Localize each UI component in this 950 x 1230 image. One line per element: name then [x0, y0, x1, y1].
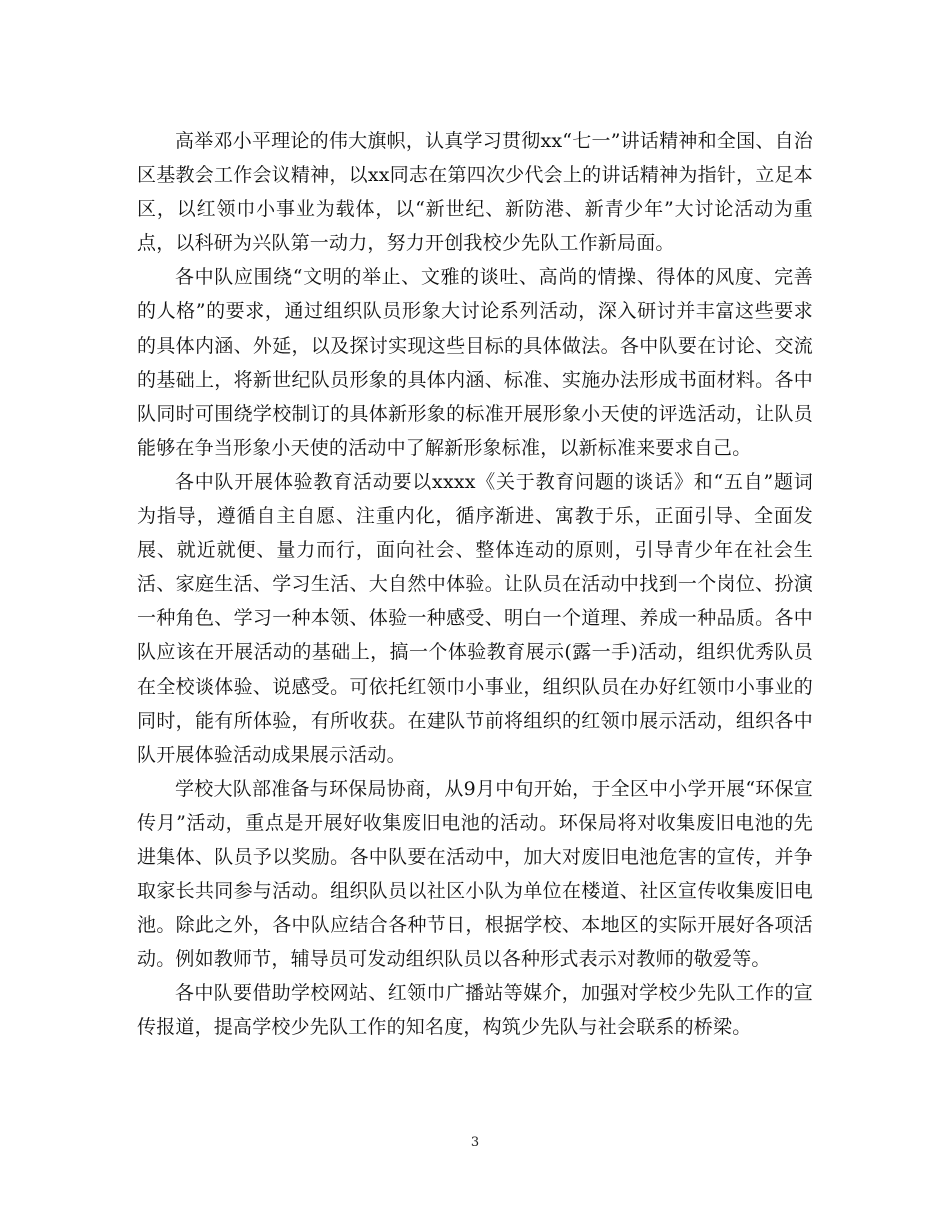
- paragraph-3: 各中队开展体验教育活动要以xxxx《关于教育问题的谈话》和“五自”题词为指导，遵循自主自愿、注重内化，循序渐进、寓教于乐，正面引导、全面发展、就近就便、量力而行，面向社会、整体连动的原则，引导青少年在社会生活、家庭生活、学习生活、大自然中体验。让队员在活动中找到一个岗位、扮演一种角色、学习一种本领、体验一种感受、明白一个道理、养成一种品质。各中队应该在开展活动的基础上，搞一个体验教育展示(露一手)活动，组织优秀队员在全校谈体验、说感受。可依托红领巾小事业，组织队员在办好红领巾小事业的同时，能有所体验，有所收获。在建队节前将组织的红领巾展示活动，组织各中队开展体验活动成果展示活动。: [137, 470, 813, 766]
- paragraph-5: 各中队要借助学校网站、红领巾广播站等媒介，加强对学校少先队工作的宣传报道，提高学校少先队工作的知名度，构筑少先队与社会联系的桥梁。: [137, 982, 813, 1039]
- paragraph-4: 学校大队部准备与环保局协商，从9月中旬开始，于全区中小学开展“环保宣传月”活动，重点是开展好收集废旧电池的活动。环保局将对收集废旧电池的先进集体、队员予以奖励。各中队要在活动中，加大对废旧电池危害的宣传，并争取家长共同参与活动。组织队员以社区小队为单位在楼道、社区宣传收集废旧电池。除此之外，各中队应结合各种节日，根据学校、本地区的实际开展好各项活动。例如教师节，辅导员可发动组织队员以各种形式表示对教师的敬爱等。: [137, 777, 813, 971]
- paragraph-2: 各中队应围绕“文明的举止、文雅的谈吐、高尚的情操、得体的风度、完善的人格”的要求，通过组织队员形象大讨论系列活动，深入研讨并丰富这些要求的具体内涵、外延，以及探讨实现这些目标的具体做法。各中队要在讨论、交流的基础上，将新世纪队员形象的具体内涵、标准、实施办法形成书面材料。各中队同时可围绕学校制订的具体新形象的标准开展形象小天使的评选活动，让队员能够在争当形象小天使的活动中了解新形象标准，以新标准来要求自己。: [137, 266, 813, 459]
- body-text: [137, 124, 813, 1045]
- page-number: 3: [470, 1135, 480, 1150]
- paragraph-1: 高举邓小平理论的伟大旗帜，认真学习贯彻xx“七一”讲话精神和全国、自治区基教会工作会议精神，以xx同志在第四次少代会上的讲话精神为指针，立足本区，以红领巾小事业为载体，以“新世纪、新防港、新青少年”大讨论活动为重点，以科研为兴队第一动力，努力开创我校少先队工作新局面。: [137, 130, 813, 255]
